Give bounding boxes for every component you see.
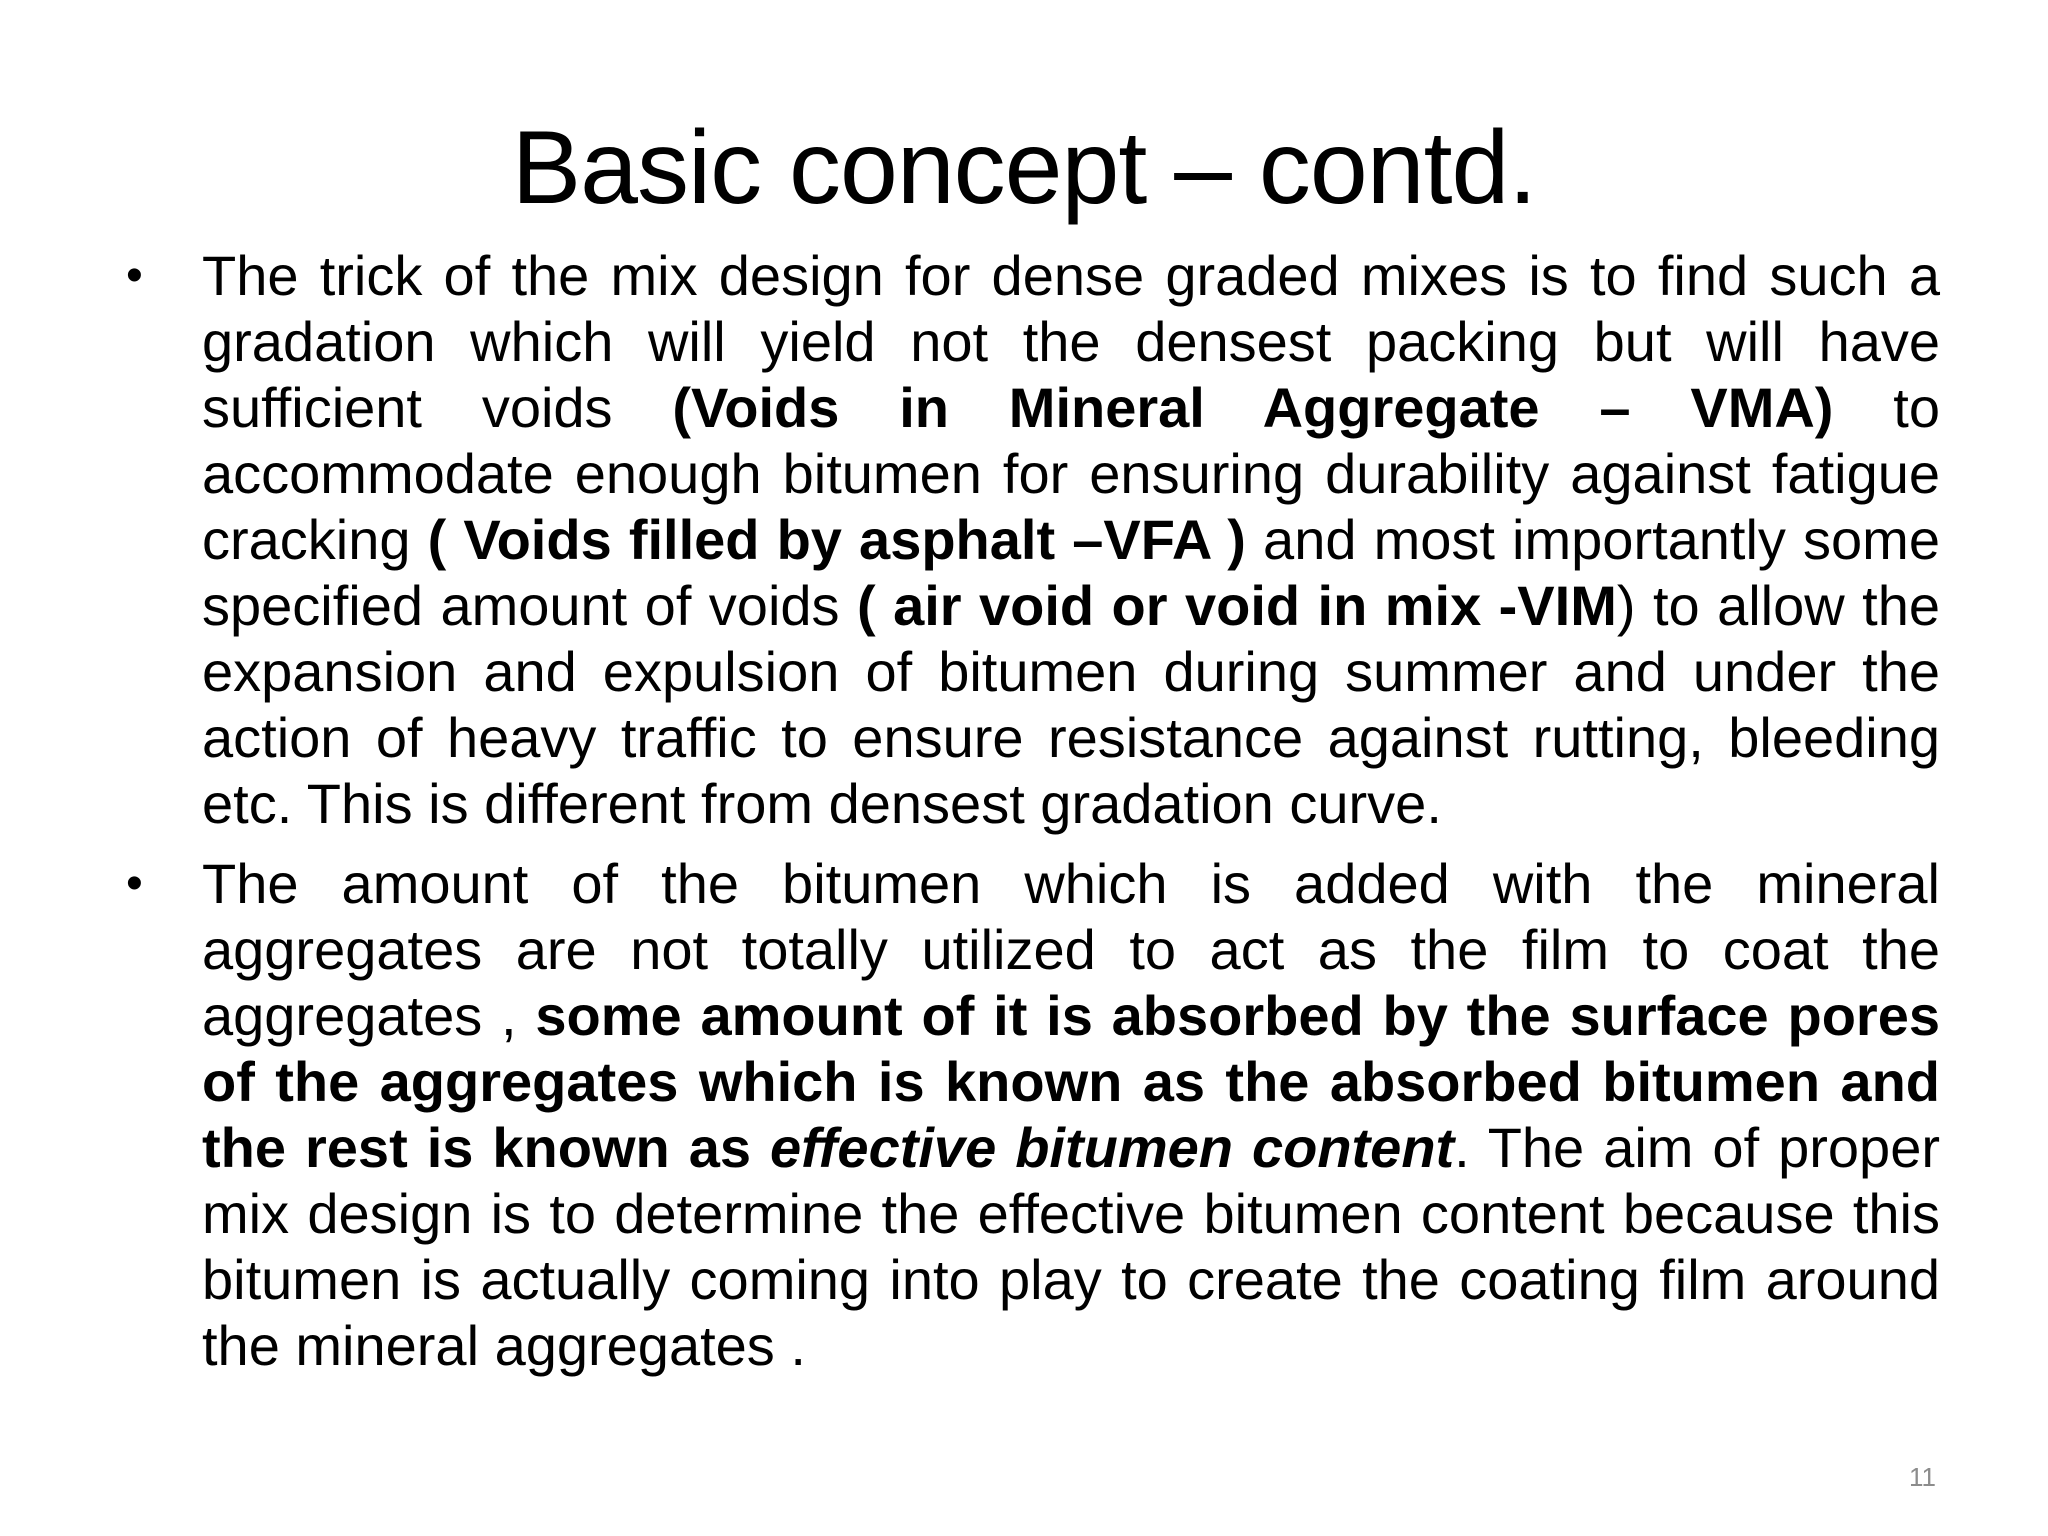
bullet-point-icon: •	[126, 857, 143, 910]
bullet-point-icon: •	[126, 249, 143, 302]
text-segment: . The aim of proper mix design is to determine the effective bitumen content because this bitumen is actually coming into play to create the coating film around the mineral aggregates .	[202, 1116, 1940, 1377]
text-segment-bold: ( Voids filled by asphalt –VFA )	[427, 508, 1246, 571]
bullet-text	[202, 852, 1940, 1377]
text-segment: and most importantly some specified amount of voids	[202, 508, 1940, 637]
bullet-text	[202, 244, 1940, 835]
text-segment-bold: (Voids in Mineral Aggregate – VMA)	[672, 376, 1834, 439]
text-segment-bold: some amount of it is absorbed by the surface pores of the aggregates which is known as the absorbed bitumen and the rest is known as	[202, 984, 1940, 1179]
text-segment: to accommodate enough bitumen for ensuring durability against fatigue cracking	[202, 376, 1941, 571]
text-segment: ) to allow the expansion and expulsion of bitumen during summer and under the action of heavy traffic to ensure resistance against rutting, bleeding etc. This is different from densest gradation curve.	[202, 574, 1940, 835]
text-segment: The amount of the bitumen which is added with the mineral aggregates are not totally utilized to act as the film to coat the aggregates ,	[202, 852, 1940, 1047]
text-segment: The trick of the mix design for dense graded mixes is to find such a gradation which will yield not the densest packing but will have sufficient voids	[202, 244, 1940, 439]
bullet-list	[120, 243, 1940, 1379]
bullet-item	[120, 851, 1940, 1379]
page-number: 11	[1909, 1462, 1936, 1492]
text-segment-bold: ( air void or void in mix -VIM	[856, 574, 1617, 637]
text-segment-bold-italic: effective bitumen content	[770, 1116, 1455, 1179]
bullet-item	[120, 243, 1940, 837]
slide-title: Basic concept – contd.	[511, 110, 1537, 226]
